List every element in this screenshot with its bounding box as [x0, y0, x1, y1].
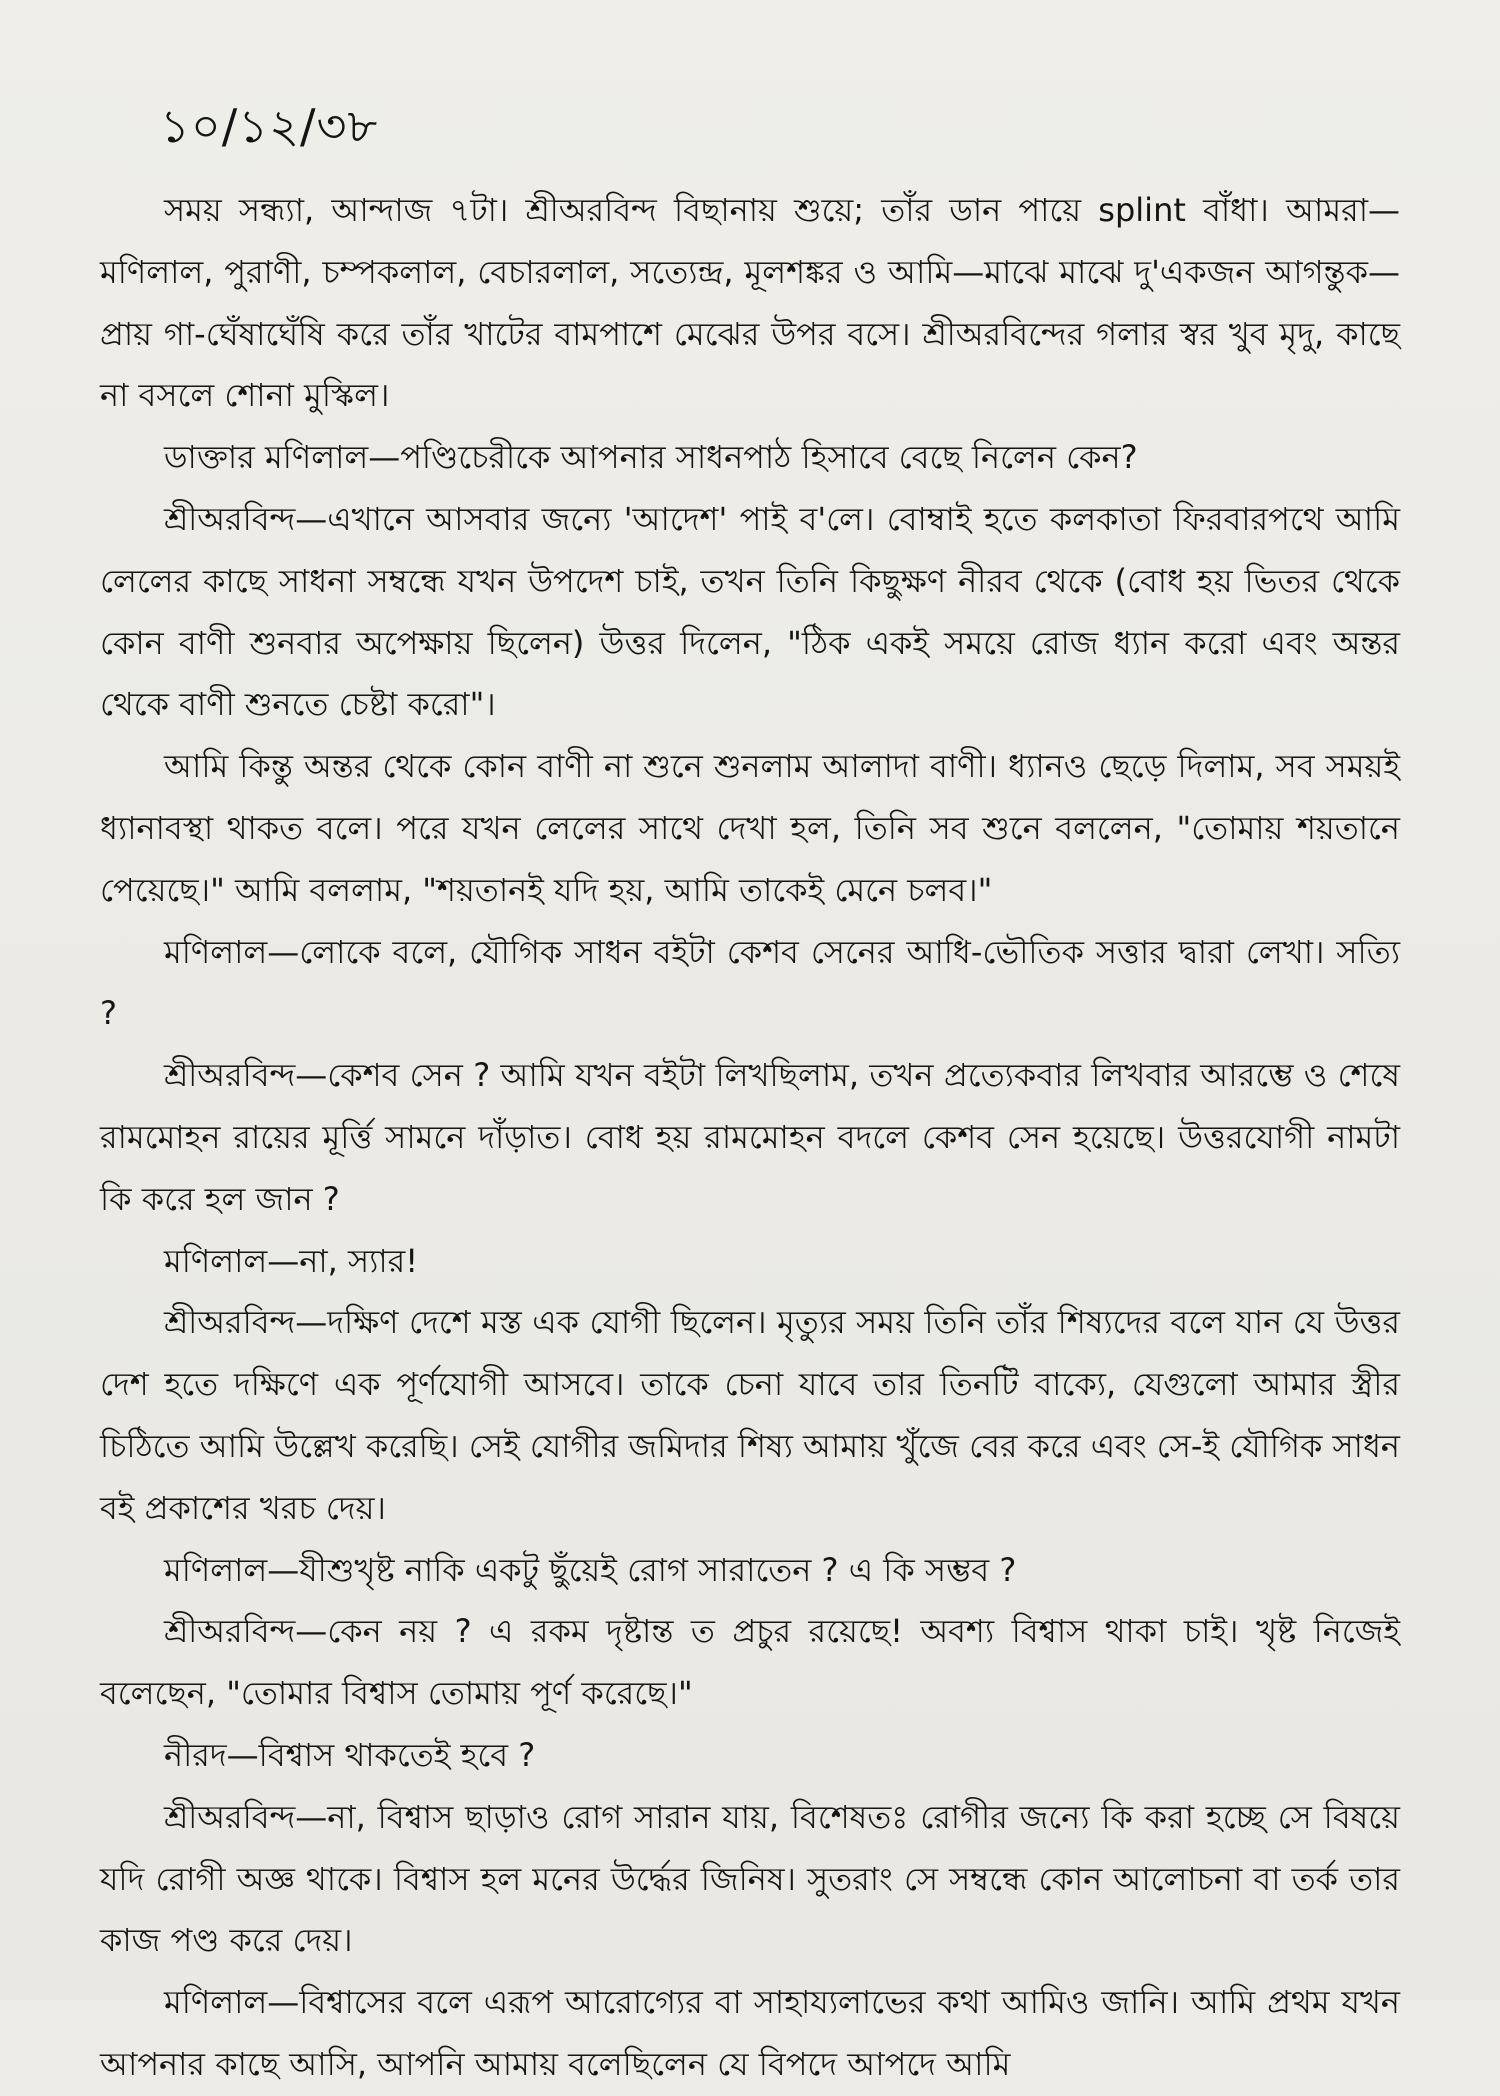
paragraph: শ্রীঅরবিন্দ—কেন নয় ? এ রকম দৃষ্টান্ত ত প্রচুর রয়েছে! অবশ্য বিশ্বাস থাকা চাই। খৃষ্ট নিজেই বলেছেন, "তোমার বিশ্বাস তোমায় পূর্ণ করেছে।": [100, 1612, 1400, 1713]
paragraph: নীরদ—বিশ্বাস থাকতেই হবে ?: [164, 1735, 536, 1774]
entry-date: ১০/১২/৩৮: [160, 99, 379, 153]
paragraph: শ্রীঅরবিন্দ—এখানে আসবার জন্যে 'আদেশ' পাই ব'লে। বোম্বাই হতে কলকাতা ফিরবারপথে আমি লেলের কাছে সাধনা সম্বন্ধে যখন উপদেশ চাই, তখন তিনি কিছুক্ষণ নীরব থেকে (বোধ হয় ভিতর থেকে কোন বাণী শুনবার অপেক্ষায় ছিলেন) উত্তর দিলেন, "ঠিক একই সময়ে রোজ ধ্যান করো এবং অন্তর থেকে বাণী শুনতে চেষ্টা করো"।: [100, 499, 1400, 724]
paragraph: মণিলাল—লোকে বলে, যৌগিক সাধন বইটা কেশব সেনের আধি-ভৌতিক সত্তার দ্বারা লেখা। সত্যি ?: [100, 932, 1400, 1033]
paragraph: আমি কিন্তু অন্তর থেকে কোন বাণী না শুনে শুনলাম আলাদা বাণী। ধ্যানও ছেড়ে দিলাম, সব সময়ই ধ্যানাবস্থা থাকত বলে। পরে যখন লেলের সাথে দেখা হল, তিনি সব শুনে বললেন, "তোমায় শয়তানে পেয়েছে।" আমি বললাম, "শয়তানই যদি হয়, আমি তাকেই মেনে চলব।": [100, 747, 1400, 909]
page-body: [100, 180, 1400, 2096]
paragraph: ডাক্তার মণিলাল—পণ্ডিচেরীকে আপনার সাধনপাঠ হিসাবে বেছে নিলেন কেন?: [164, 438, 1138, 477]
paragraph: শ্রীঅরবিন্দ—দক্ষিণ দেশে মস্ত এক যোগী ছিলেন। মৃত্যুর সময় তিনি তাঁর শিষ্যদের বলে যান যে উত্তর দেশ হতে দক্ষিণে এক পূর্ণযোগী আসবে। তাকে চেনা যাবে তার তিনটি বাক্যে, যেগুলো আমার স্ত্রীর চিঠিতে আমি উল্লেখ করেছি। সেই যোগীর জমিদার শিষ্য আমায় খুঁজে বের করে এবং সে-ই যৌগিক সাধন বই প্রকাশের খরচ দেয়।: [100, 1303, 1400, 1527]
paragraph: মণিলাল—না, স্যার!: [164, 1241, 419, 1280]
paragraph: সময় সন্ধ্যা, আন্দাজ ৭টা। শ্রীঅরবিন্দ বিছানায় শুয়ে; তাঁর ডান পায়ে splint বাঁধা। আমরা—মণিলাল, পুরাণী, চম্পকলাল, বেচারলাল, সত্যেন্দ্র, মূলশঙ্কর ও আমি—মাঝে মাঝে দু'একজন আগন্তুক—প্রায় গা-ঘেঁষাঘেঁষি করে তাঁর খাটের বামপাশে মেঝের উপর বসে। শ্রীঅরবিন্দের গলার স্বর খুব মৃদু, কাছে না বসলে শোনা মুস্কিল।: [100, 191, 1400, 415]
paragraph: শ্রীঅরবিন্দ—না, বিশ্বাস ছাড়াও রোগ সারান যায়, বিশেষতঃ রোগীর জন্যে কি করা হচ্ছে সে বিষয়ে যদি রোগী অজ্ঞ থাকে। বিশ্বাস হল মনের উর্দ্ধের জিনিষ। সুতরাং সে সম্বন্ধে কোন আলোচনা বা তর্ক তার কাজ পণ্ড করে দেয়।: [100, 1797, 1400, 1960]
paragraph: মণিলাল—বিশ্বাসের বলে এরূপ আরোগ্যের বা সাহায্যলাভের কথা আমিও জানি। আমি প্রথম যখন আপনার কাছে আসি, আপনি আমায় বলেছিলেন যে বিপদে আপদে আমি: [100, 1983, 1400, 2083]
paragraph: মণিলাল—যীশুখৃষ্ট নাকি একটু ছুঁয়েই রোগ সারাতেন ? এ কি সম্ভব ?: [164, 1550, 1017, 1589]
paragraph: শ্রীঅরবিন্দ—কেশব সেন ? আমি যখন বইটা লিখছিলাম, তখন প্রত্যেকবার লিখবার আরম্ভে ও শেষে রামমোহন রায়ের মূর্ত্তি সামনে দাঁড়াত। বোধ হয় রামমোহন বদলে কেশব সেন হয়েছে। উত্তরযোগী নামটা কি করে হল জান ?: [100, 1056, 1400, 1218]
